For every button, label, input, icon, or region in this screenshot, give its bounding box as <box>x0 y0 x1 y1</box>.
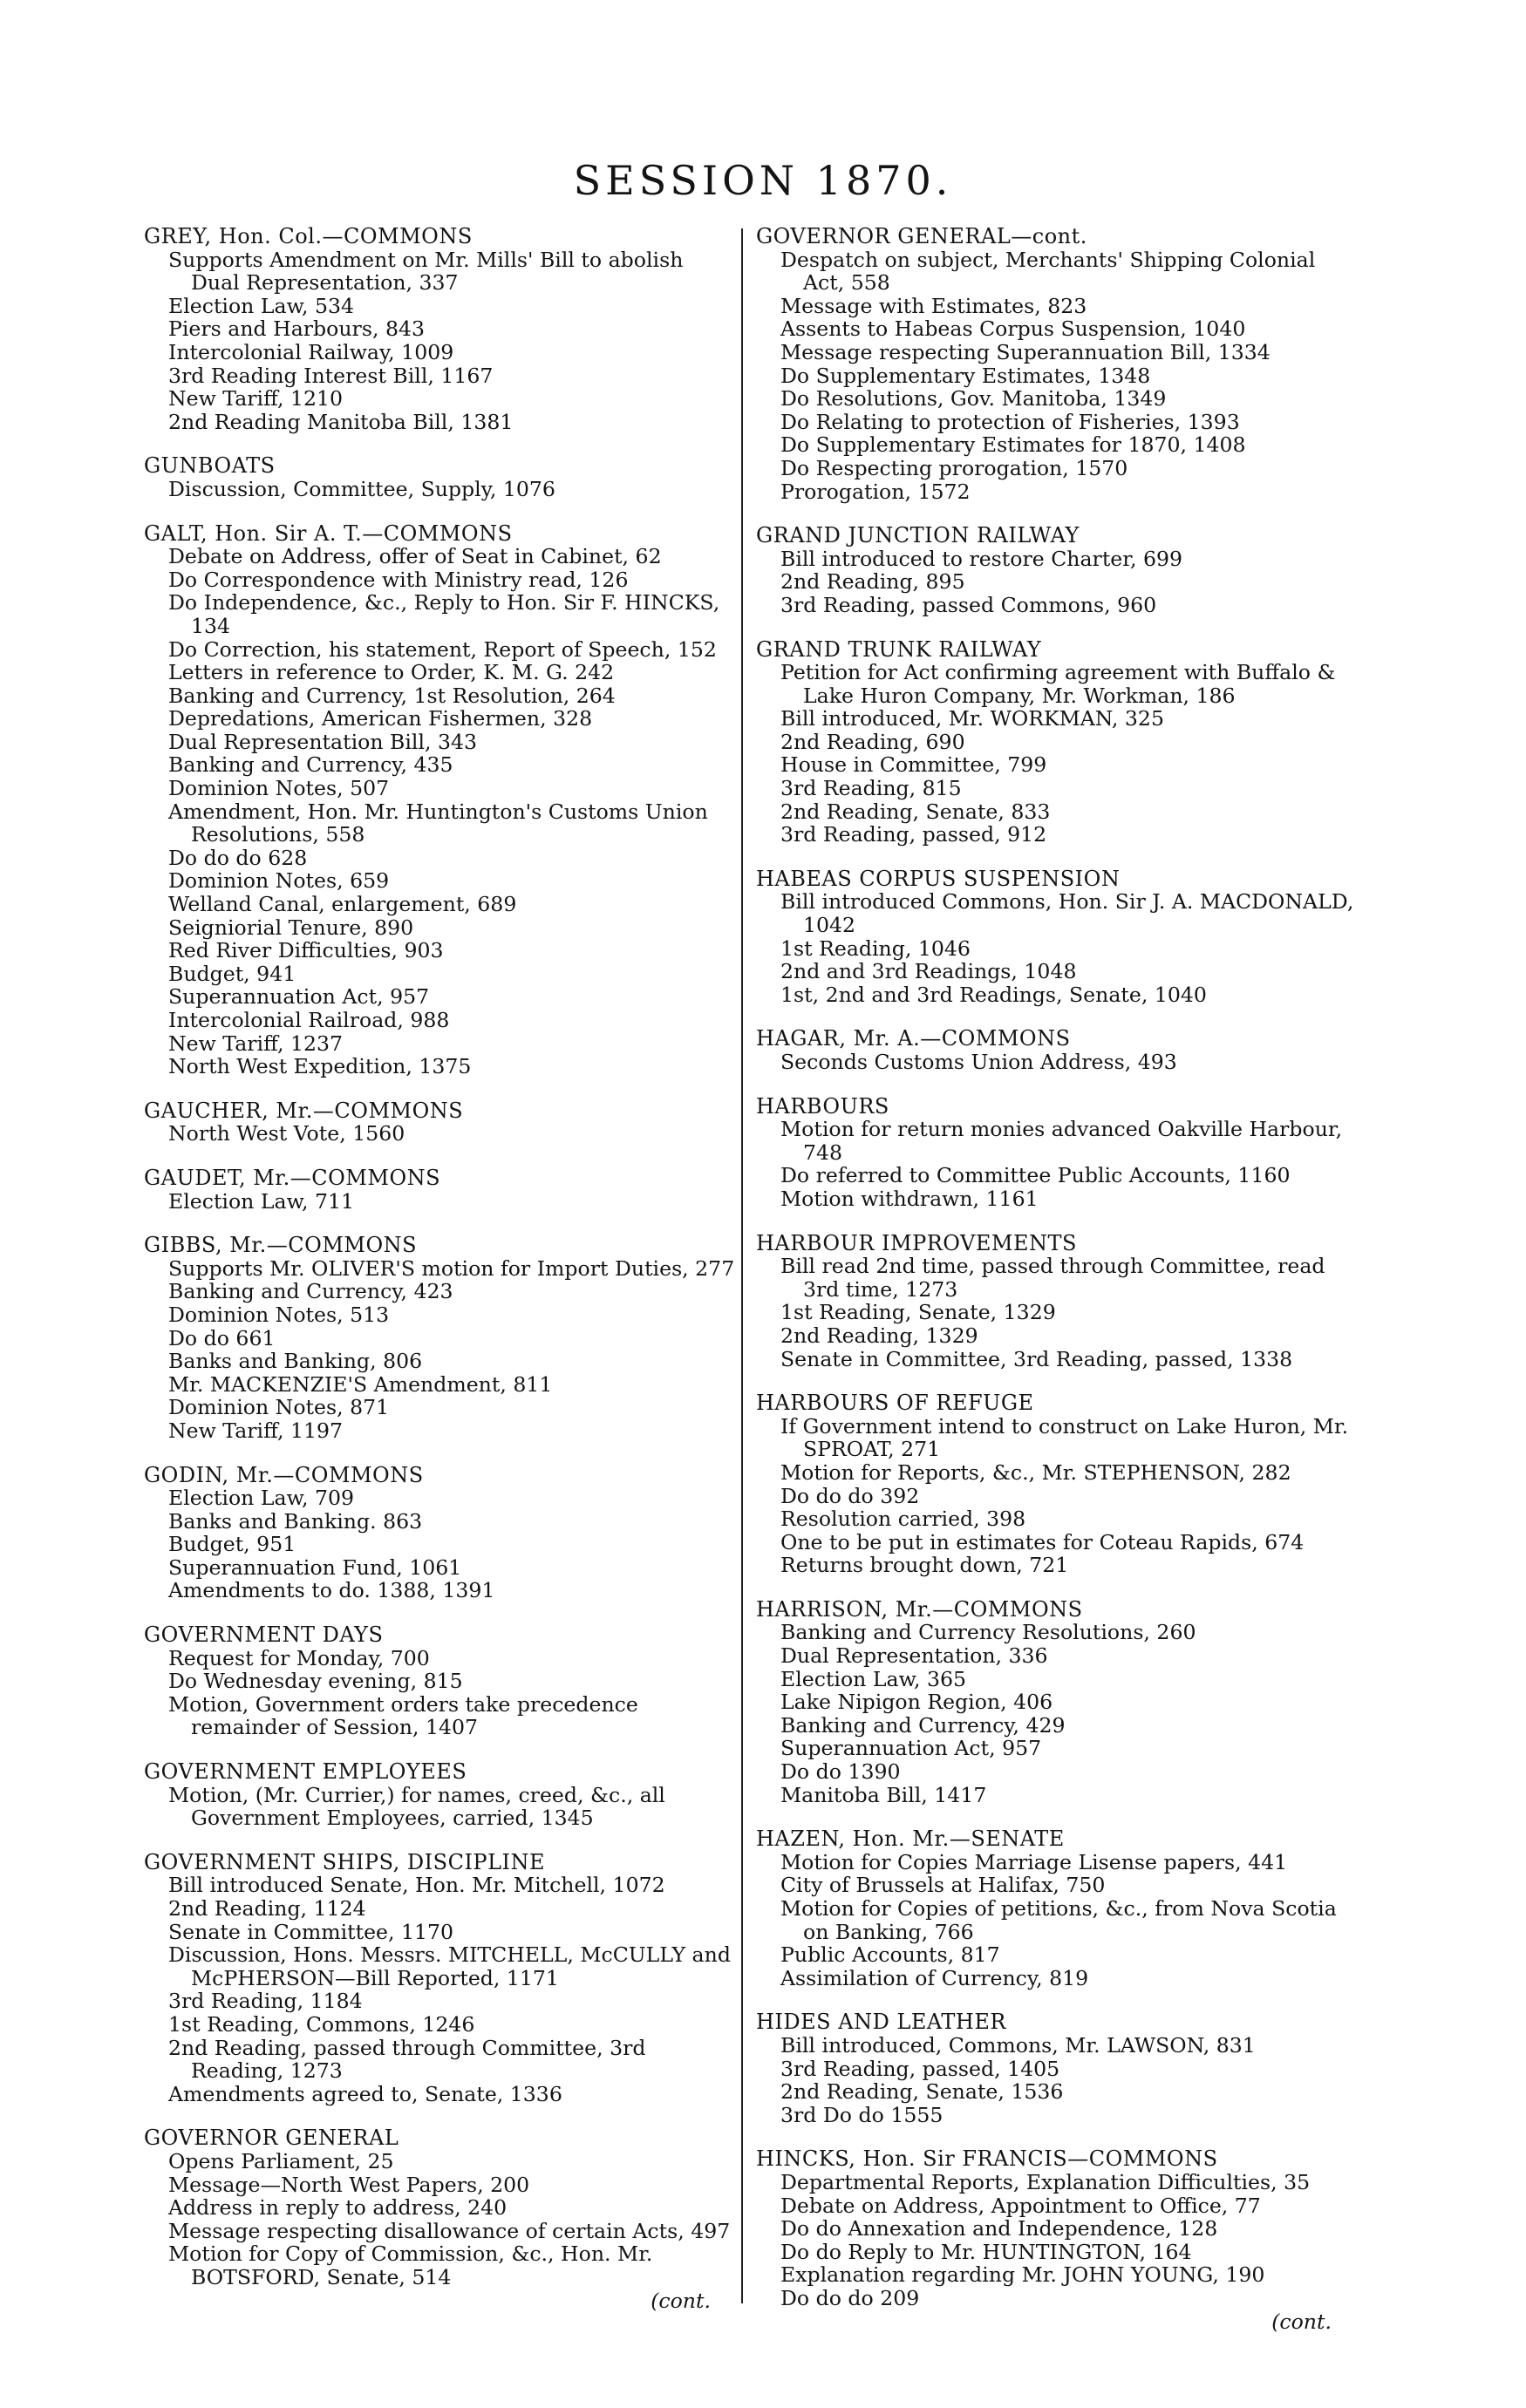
index-heading: HINCKS, Hon. Sir FRANCIS—COMMONS <box>756 2146 1218 2172</box>
index-entry: Do Correction, his statement, Report of Speech, 152 <box>168 636 717 662</box>
index-entry: City of Brussels at Halifax, 750 <box>780 1873 1106 1898</box>
index-section <box>756 225 1358 503</box>
index-section <box>144 522 737 1078</box>
index-column-right <box>756 225 1358 2378</box>
index-section <box>144 1167 737 1213</box>
index-entry: Despatch on subject, Merchants' Shipping Colonial Act, 558 <box>780 247 1316 296</box>
index-section <box>144 454 737 500</box>
index-entry: Message with Estimates, 823 <box>780 293 1087 318</box>
index-entry: 3rd Reading, 1184 <box>168 1989 363 2014</box>
index-entry: 3rd Reading, passed, 1405 <box>780 2056 1060 2081</box>
index-entry: Superannuation Fund, 1061 <box>168 1554 462 1580</box>
index-section <box>144 225 737 433</box>
index-entry: Do do do 209 <box>780 2285 920 2310</box>
index-entry: Do Respecting prorogation, 1570 <box>780 455 1128 480</box>
index-entry: Motion for Copies of petitions, &c., from Nova Scotia on Banking, 766 <box>780 1896 1337 1944</box>
index-heading: GRAND TRUNK RAILWAY <box>756 636 1042 662</box>
index-entry: Amendments agreed to, Senate, 1336 <box>168 2081 562 2106</box>
index-entry: Manitoba Bill, 1417 <box>780 1782 987 1807</box>
continued-marker: (cont. <box>1271 2309 1332 2334</box>
index-entry: Do Independence, &c., Reply to Hon. Sir F. HINCKS, 134 <box>168 590 720 638</box>
index-entry: Debate on Address, offer of Seat in Cabinet, 62 <box>168 544 662 569</box>
index-section <box>756 524 1358 616</box>
index-entry: Returns brought down, 721 <box>780 1553 1069 1578</box>
index-entry: Resolution carried, 398 <box>780 1507 1026 1532</box>
index-entry: Dominion Notes, 659 <box>168 868 390 894</box>
index-entry: New Tariff, 1237 <box>168 1031 344 1056</box>
index-entry: Intercolonial Railway, 1009 <box>168 339 454 364</box>
index-entry: Banking and Currency Resolutions, 260 <box>780 1620 1196 1645</box>
index-heading: GOVERNMENT SHIPS, DISCIPLINE <box>144 1849 546 1874</box>
index-heading: GALT, Hon. Sir A. T.—COMMONS <box>144 520 513 546</box>
index-entry: Intercolonial Railroad, 988 <box>168 1008 450 1032</box>
index-section <box>756 1027 1358 1073</box>
index-section <box>756 1827 1358 1990</box>
index-entry: Prorogation, 1572 <box>780 479 971 504</box>
index-entry: Banks and Banking, 806 <box>168 1349 423 1374</box>
index-entry: Do Relating to protection of Fisheries, 1393 <box>780 409 1240 434</box>
index-entry: New Tariff, 1210 <box>168 386 344 412</box>
index-entry: Election Law, 534 <box>168 293 355 318</box>
index-entry: Motion for return monies advanced Oakville Harbour, 748 <box>780 1117 1343 1165</box>
index-entry: Do Resolutions, Gov. Manitoba, 1349 <box>780 386 1167 412</box>
index-entry: Supports Amendment on Mr. Mills' Bill to abolish Dual Representation, 337 <box>168 247 684 296</box>
index-entry: Dominion Notes, 513 <box>168 1302 390 1327</box>
index-entry: Dominion Notes, 507 <box>168 776 390 801</box>
index-entry: Lake Nipigon Region, 406 <box>780 1690 1053 1715</box>
index-entry: 2nd Reading, Senate, 833 <box>780 799 1051 824</box>
index-section <box>144 1623 737 1739</box>
index-heading: HARRISON, Mr.—COMMONS <box>756 1596 1083 1622</box>
index-entry: Amendment, Hon. Mr. Huntington's Customs Union Resolutions, 558 <box>168 799 708 847</box>
index-heading: GODIN, Mr.—COMMONS <box>144 1462 424 1487</box>
index-heading: HABEAS CORPUS SUSPENSION <box>756 866 1121 891</box>
index-entry: Election Law, 709 <box>168 1486 355 1511</box>
index-entry: Do do Reply to Mr. HUNTINGTON, 164 <box>780 2239 1192 2264</box>
index-entry: North West Vote, 1560 <box>168 1121 405 1146</box>
index-section <box>144 1851 737 2106</box>
index-entry: Do Correspondence with Ministry read, 126 <box>168 567 629 592</box>
index-section <box>756 1095 1358 1211</box>
index-heading: GOVERNOR GENERAL <box>144 2126 399 2151</box>
index-entry: Dual Representation Bill, 343 <box>168 729 478 754</box>
index-entry: Assents to Habeas Corpus Suspension, 1040 <box>780 316 1246 342</box>
index-entry: Piers and Harbours, 843 <box>168 316 425 342</box>
index-entry: 3rd Reading, 815 <box>780 776 962 801</box>
index-heading: GIBBS, Mr.—COMMONS <box>144 1233 418 1258</box>
index-entry: Opens Parliament, 25 <box>168 2148 394 2173</box>
index-entry: Do Supplementary Estimates, 1348 <box>780 363 1151 388</box>
index-entry: Superannuation Act, 957 <box>780 1736 1042 1761</box>
index-entry: Do do 1390 <box>780 1759 901 1785</box>
index-heading: GRAND JUNCTION RAILWAY <box>756 523 1080 548</box>
index-heading: HARBOURS <box>756 1093 889 1119</box>
index-entry: 3rd Reading, passed Commons, 960 <box>780 592 1157 617</box>
index-entry: Banking and Currency, 429 <box>780 1712 1066 1738</box>
index-entry: Do do do 628 <box>168 845 308 870</box>
index-entry: Discussion, Committee, Supply, 1076 <box>168 476 555 501</box>
index-entry: Address in reply to address, 240 <box>168 2195 508 2221</box>
index-entry: Discussion, Hons. Messrs. MITCHELL, McCULLY and McPHERSON—Bill Reported, 1171 <box>168 1942 731 1990</box>
index-entry: Supports Mr. OLIVER'S motion for Import Duties, 277 <box>168 1255 735 1281</box>
index-entry: Message respecting Superannuation Bill, 1334 <box>780 339 1271 364</box>
index-heading: GREY, Hon. Col.—COMMONS <box>144 225 473 248</box>
index-entry: 2nd Reading, 1124 <box>168 1896 366 1921</box>
index-entry: Election Law, 365 <box>780 1666 967 1691</box>
index-section <box>144 1760 737 1830</box>
index-entry: 3rd Do do 1555 <box>780 2102 944 2127</box>
index-entry: Banking and Currency, 423 <box>168 1279 453 1304</box>
index-entry: Banking and Currency, 1st Resolution, 264 <box>168 683 616 708</box>
index-heading: GOVERNOR GENERAL—cont. <box>756 225 1087 248</box>
index-entry: Bill introduced, Mr. WORKMAN, 325 <box>780 706 1164 731</box>
index-heading: HARBOUR IMPROVEMENTS <box>756 1230 1077 1255</box>
index-section <box>756 2147 1358 2333</box>
index-heading: HAZEN, Hon. Mr.—SENATE <box>756 1826 1065 1852</box>
index-entry: Request for Monday, 700 <box>168 1645 430 1670</box>
index-section <box>144 1464 737 1603</box>
index-section <box>144 2126 737 2312</box>
index-entry: Motion withdrawn, 1161 <box>780 1186 1039 1211</box>
index-heading: GOVERNMENT DAYS <box>144 1622 384 1648</box>
index-entry: Motion for Copies Marriage Lisense papers, 441 <box>780 1849 1288 1874</box>
index-entry: Budget, 951 <box>168 1532 296 1557</box>
index-entry: Superannuation Act, 957 <box>168 984 430 1010</box>
index-entry: Message—North West Papers, 200 <box>168 2172 530 2197</box>
index-entry: Motion for Copy of Commission, &c., Hon. Mr. BOTSFORD, Senate, 514 <box>168 2241 653 2289</box>
index-heading: HARBOURS OF REFUGE <box>756 1391 1034 1416</box>
index-section <box>756 1598 1358 1806</box>
index-section <box>756 638 1358 847</box>
index-entry: Senate in Committee, 1170 <box>168 1919 454 1944</box>
index-entry: Budget, 941 <box>168 961 296 986</box>
index-section <box>756 1232 1358 1371</box>
index-entry: 2nd Reading, 690 <box>780 729 965 754</box>
index-heading: GOVERNMENT EMPLOYEES <box>144 1759 467 1785</box>
index-entry: New Tariff, 1197 <box>168 1418 344 1443</box>
index-section <box>144 1099 737 1146</box>
index-entry: 1st, 2nd and 3rd Readings, Senate, 1040 <box>780 982 1207 1007</box>
index-entry: Election Law, 711 <box>168 1188 355 1214</box>
index-entry: 1st Reading, 1046 <box>780 935 971 961</box>
index-entry: Bill introduced Commons, Hon. Sir J. A. MACDONALD, 1042 <box>780 889 1354 938</box>
index-entry: Message respecting disallowance of certain Acts, 497 <box>168 2218 731 2243</box>
index-entry: Welland Canal, enlargement, 689 <box>168 892 517 917</box>
index-entry: Bill introduced Senate, Hon. Mr. Mitchell, 1072 <box>168 1873 665 1898</box>
index-entry: 2nd Reading Manitoba Bill, 1381 <box>168 409 514 434</box>
index-entry: Red River Difficulties, 903 <box>168 938 444 963</box>
index-heading: GAUCHER, Mr.—COMMONS <box>144 1098 464 1123</box>
index-entry: One to be put in estimates for Coteau Rapids, 674 <box>780 1529 1305 1554</box>
index-entry: Public Accounts, 817 <box>780 1942 1000 1968</box>
index-entry: Bill introduced, Commons, Mr. LAWSON, 831 <box>780 2032 1256 2058</box>
index-column-left <box>144 225 737 2378</box>
index-entry: 2nd Reading, 895 <box>780 569 965 595</box>
index-section <box>144 1234 737 1442</box>
index-entry: Seigniorial Tenure, 890 <box>168 915 414 940</box>
index-entry: Dual Representation, 336 <box>780 1643 1048 1669</box>
continued-marker: (cont. <box>651 2288 711 2313</box>
index-entry: House in Committee, 799 <box>780 752 1047 778</box>
index-entry: Do do Annexation and Independence, 128 <box>780 2216 1218 2241</box>
index-entry: Banks and Banking. 863 <box>168 1508 423 1534</box>
index-entry: 3rd Reading, passed, 912 <box>780 822 1047 847</box>
index-section <box>756 1391 1358 1577</box>
index-entry: 2nd and 3rd Readings, 1048 <box>780 959 1077 984</box>
index-entry: Letters in reference to Order, K. M. G. 242 <box>168 660 615 685</box>
index-entry: Bill introduced to restore Charter, 699 <box>780 546 1182 571</box>
index-heading: GUNBOATS <box>144 453 276 479</box>
index-entry: 1st Reading, Commons, 1246 <box>168 2011 475 2037</box>
index-entry: Senate in Committee, 3rd Reading, passed, 1338 <box>780 1346 1293 1371</box>
index-section <box>756 867 1358 1007</box>
index-entry: Do Wednesday evening, 815 <box>168 1669 463 1694</box>
index-entry: Debate on Address, Appointment to Office, 77 <box>780 2193 1261 2218</box>
index-entry: Do Supplementary Estimates for 1870, 1408 <box>780 432 1246 458</box>
index-section <box>756 2010 1358 2126</box>
index-entry: Assimilation of Currency, 819 <box>780 1965 1089 1990</box>
index-entry: Do referred to Committee Public Accounts, 1160 <box>780 1163 1291 1188</box>
index-entry: North West Expedition, 1375 <box>168 1054 472 1079</box>
column-divider <box>741 228 743 2303</box>
index-heading: HIDES AND LEATHER <box>756 2010 1006 2035</box>
index-heading: GAUDET, Mr.—COMMONS <box>144 1165 441 1190</box>
index-entry: Dominion Notes, 871 <box>168 1395 390 1420</box>
index-entry: 2nd Reading, 1329 <box>780 1323 978 1348</box>
index-entry: Motion, Government orders take precedence remainder of Session, 1407 <box>168 1691 638 1740</box>
index-entry: Do do 661 <box>168 1325 276 1350</box>
index-entry: Mr. MACKENZIE'S Amendment, 811 <box>168 1371 553 1397</box>
index-entry: Do do do 392 <box>780 1483 920 1508</box>
index-entry: 3rd Reading Interest Bill, 1167 <box>168 363 494 388</box>
index-entry: 1st Reading, Senate, 1329 <box>780 1300 1056 1325</box>
index-entry: Motion, (Mr. Currier,) for names, creed, &c., all Government Employees, carried, 1345 <box>168 1782 665 1831</box>
index-entry: Motion for Reports, &c., Mr. STEPHENSON, 282 <box>780 1459 1291 1485</box>
index-entry: Departmental Reports, Explanation Difficulties, 35 <box>780 2169 1311 2194</box>
index-entry: Seconds Customs Union Address, 493 <box>780 1050 1177 1074</box>
index-entry: Banking and Currency, 435 <box>168 752 453 778</box>
index-entry: Amendments to do. 1388, 1391 <box>168 1578 495 1603</box>
index-heading: HAGAR, Mr. A.—COMMONS <box>756 1026 1071 1051</box>
index-entry: If Government intend to construct on Lake Huron, Mr. SPROAT, 271 <box>780 1413 1349 1462</box>
index-entry: Depredations, American Fishermen, 328 <box>168 706 593 731</box>
page-title: SESSION 1870. <box>573 157 953 204</box>
index-entry: Bill read 2nd time, passed through Committee, read 3rd time, 1273 <box>780 1254 1325 1302</box>
index-entry: 2nd Reading, Senate, 1536 <box>780 2079 1064 2105</box>
index-entry: Petition for Act confirming agreement with Buffalo & Lake Huron Company, Mr. Workman, 186 <box>780 660 1336 708</box>
index-entry: Explanation regarding Mr. JOHN YOUNG, 190 <box>780 2262 1265 2288</box>
index-entry: 2nd Reading, passed through Committee, 3rd Reading, 1273 <box>168 2035 646 2084</box>
